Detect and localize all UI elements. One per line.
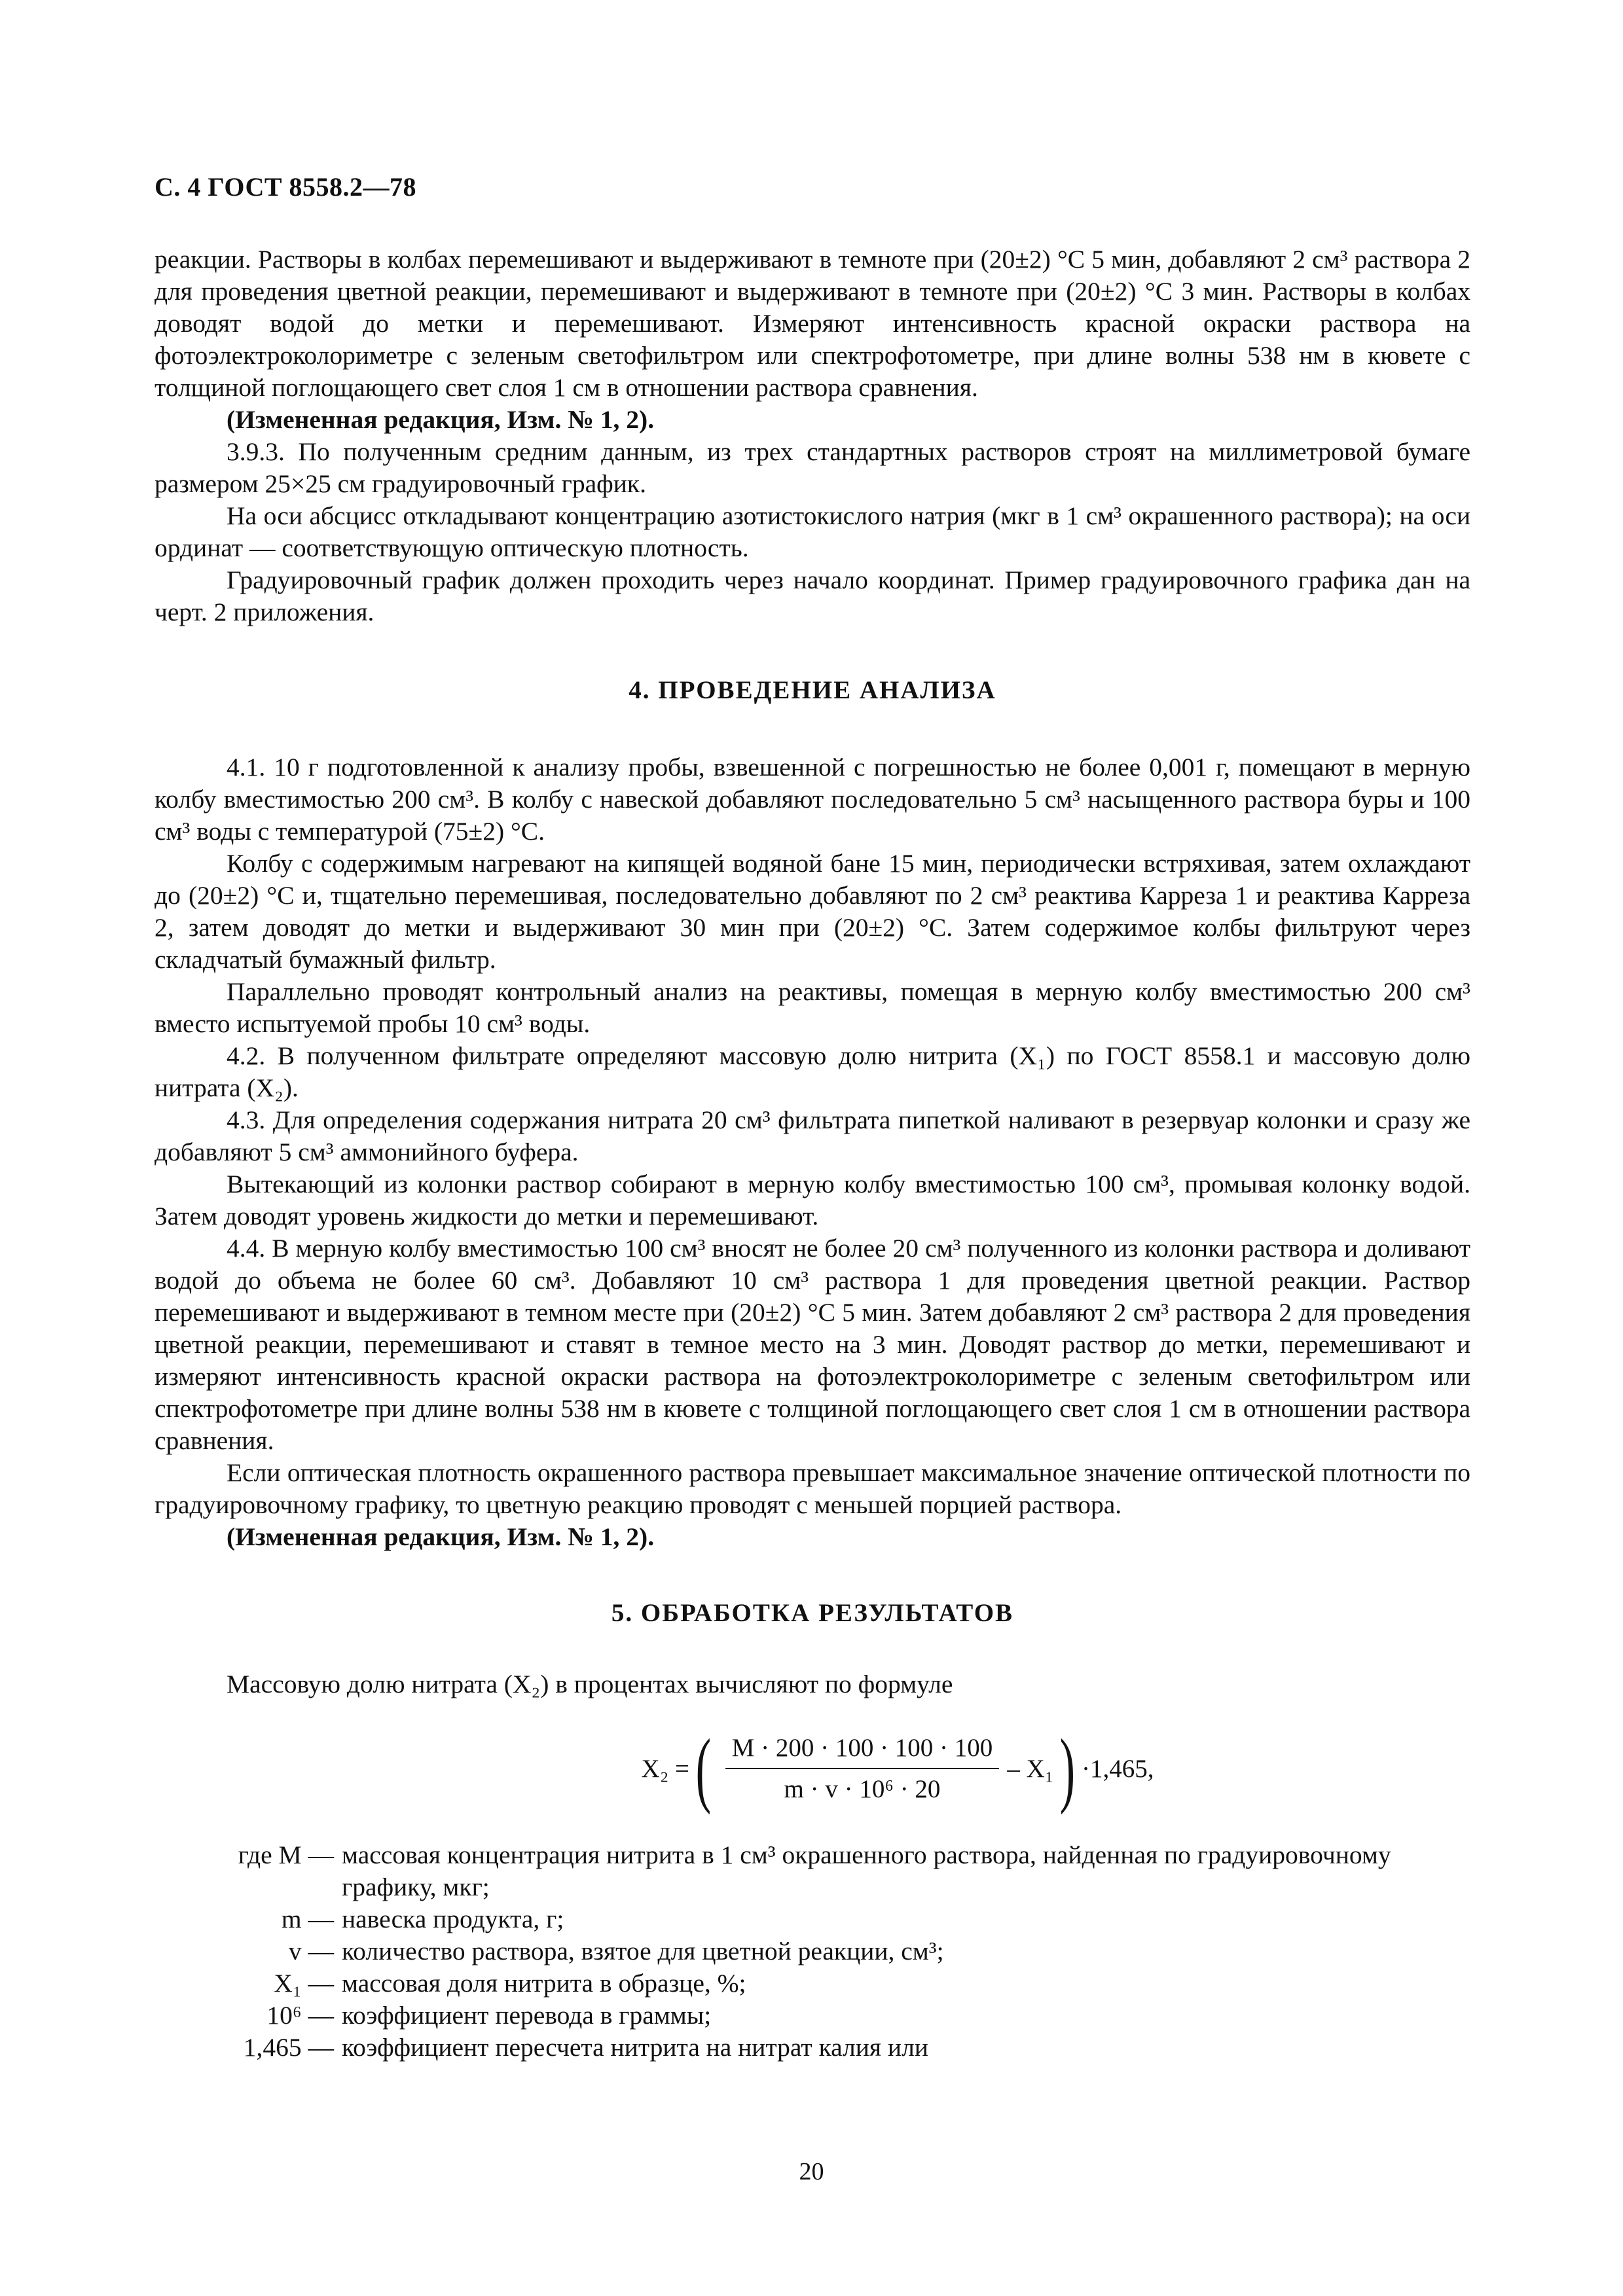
definition-row (155, 1935, 1470, 1967)
definition-symbol: 1,465 — (243, 2033, 334, 2062)
definition-symbol: 10⁶ — (266, 2001, 334, 2030)
paragraph-4-4-density: Если оптическая плотность окрашенного раствора превышает максимальное значение оптической плотности по градуировочному графику, то цветную реакцию проводят с меньшей порцией раствора. (155, 1458, 1470, 1519)
formula-lhs: X₂ = (641, 1754, 690, 1783)
formula-minus-term: – X₁ (1007, 1754, 1054, 1783)
definitions-list (155, 1839, 1470, 2064)
paragraph-4-1: 4.1. 10 г подготовленной к анализу пробы, взвешенной с погрешностью не более 0,001 г, помещают в мерную колбу вместимостью 200 см³. В колбу с навеской добавляют последовательно 5 см³ насыщенного раствора буры и 100 см³ воды с температурой (75±2) °С. (155, 753, 1470, 846)
definition-row (155, 2000, 1470, 2032)
definition-text: навеска продукта, г; (342, 1905, 564, 1933)
amendment-note: (Измененная редакция, Изм. № 1, 2). (227, 405, 655, 434)
definition-text: массовая доля нитрита в образце, %; (342, 1969, 746, 1998)
definition-row (155, 1903, 1470, 1935)
definition-row (155, 2032, 1470, 2064)
formula-denominator: m · v · 10⁶ · 20 (784, 1775, 941, 1803)
definition-symbol: v — (288, 1937, 334, 1965)
paragraph-reaction: реакции. Растворы в колбах перемешивают и выдерживают в темноте при (20±2) °С 5 мин, добавляют 2 см³ раствора 2 для проведения цветной реакции, перемешивают и выдерживают в темноте при (20±2) °С 3 мин. Растворы в колбах доводят водой до метки и перемешивают. Измеряют интенсивность красной окраски раствора на фотоэлектроколориметре с зеленым светофильтром или спектрофотометре, при длине волны 538 нм в кювете с толщиной поглощающего свет слоя 1 см в отношении раствора сравнения. (155, 245, 1470, 402)
paragraph-4-1-control: Параллельно проводят контрольный анализ на реактивы, помещая в мерную колбу вместимостью 200 см³ вместо испытуемой пробы 10 см³ воды. (155, 977, 1470, 1038)
close-paren: ) (1059, 1722, 1076, 1815)
document-body (155, 243, 1470, 2064)
formula (325, 1722, 1470, 1815)
formula-factor: ·1,465, (1081, 1754, 1154, 1783)
paragraph-4-2: 4.2. В полученном фильтрате определяют массовую долю нитрита (X₁) по ГОСТ 8558.1 и массовую долю нитрата (X₂). (155, 1041, 1470, 1102)
definition-symbol: m — (281, 1905, 334, 1933)
definition-text: коэффициент пересчета нитрита на нитрат калия или (342, 2033, 928, 2062)
open-paren: ( (695, 1722, 712, 1815)
paragraph-4-4: 4.4. В мерную колбу вместимостью 100 см³ вносят не более 20 см³ полученного из колонки раствора и доливают водой до объема не более 60 см³. Добавляют 10 см³ раствора 1 для проведения цветной реакции. Раствор перемешивают и выдерживают в темном месте при (20±2) °С 5 мин. Затем добавляют 2 см³ раствора 2 для проведения цветной реакции, перемешивают и ставят в темное место на 3 мин. Доводят раствор до метки, перемешивают и измеряют интенсивность красной окраски раствора на фотоэлектроколориметре с зеленым светофильтром или спектрофотометре при длине волны 538 нм в кювете с толщиной поглощающего свет слоя 1 см в отношении раствора сравнения. (155, 1234, 1470, 1455)
formula-numerator: M · 200 · 100 · 100 · 100 (725, 1732, 1000, 1769)
paragraph-4-1-heating: Колбу с содержимым нагревают на кипящей водяной бане 15 мин, периодически встряхивая, затем охлаждают до (20±2) °С и, тщательно перемешивая, последовательно добавляют по 2 см³ реактива Карреза 1 и реактива Карреза 2, затем доводят до метки и выдерживают 30 мин при (20±2) °С. Затем содержимое колбы фильтруют через складчатый бумажный фильтр. (155, 849, 1470, 974)
paragraph-formula-intro: Массовую долю нитрата (X₂) в процентах вычисляют по формуле (227, 1670, 953, 1698)
page-number: 20 (799, 2158, 824, 2185)
definition-text: массовая концентрация нитрита в 1 см³ окрашенного раствора, найденная по градуировочному графику, мкг; (342, 1840, 1391, 1901)
definition-row (155, 1839, 1470, 1903)
amendment-note: (Измененная редакция, Изм. № 1, 2). (227, 1522, 655, 1551)
definition-text: коэффициент перевода в граммы; (342, 2001, 712, 2030)
paragraph-4-3: 4.3. Для определения содержания нитрата 20 см³ фильтрата пипеткой наливают в резервуар колонки и сразу же добавляют 5 см³ аммонийного буфера. (155, 1105, 1470, 1166)
definition-row (155, 1967, 1470, 2000)
formula-fraction (725, 1732, 1000, 1805)
definition-symbol: X₁ — (274, 1969, 334, 1998)
page-header: С. 4 ГОСТ 8558.2—78 (155, 172, 417, 202)
section-heading-results: 5. ОБРАБОТКА РЕЗУЛЬТАТОВ (611, 1599, 1014, 1627)
definition-text: количество раствора, взятое для цветной реакции, см³; (342, 1937, 944, 1965)
section-heading-analysis: 4. ПРОВЕДЕНИЕ АНАЛИЗА (629, 676, 996, 704)
definition-symbol: где M — (238, 1840, 334, 1869)
paragraph-4-3-collect: Вытекающий из колонки раствор собирают в мерную колбу вместимостью 100 см³, промывая колонку водой. Затем доводят уровень жидкости до метки и перемешивают. (155, 1170, 1470, 1230)
paragraph-3-9-3: 3.9.3. По полученным средним данным, из трех стандартных растворов строят на миллиметровой бумаге размером 25×25 см градуировочный график. (155, 437, 1470, 498)
paragraph-graph: Градуировочный график должен проходить через начало координат. Пример градуировочного графика дан на черт. 2 приложения. (155, 565, 1470, 626)
paragraph-axes: На оси абсцисс откладывают концентрацию азотистокислого натрия (мкг в 1 см³ окрашенного раствора); на оси ординат — соответствующую оптическую плотность. (155, 501, 1470, 562)
